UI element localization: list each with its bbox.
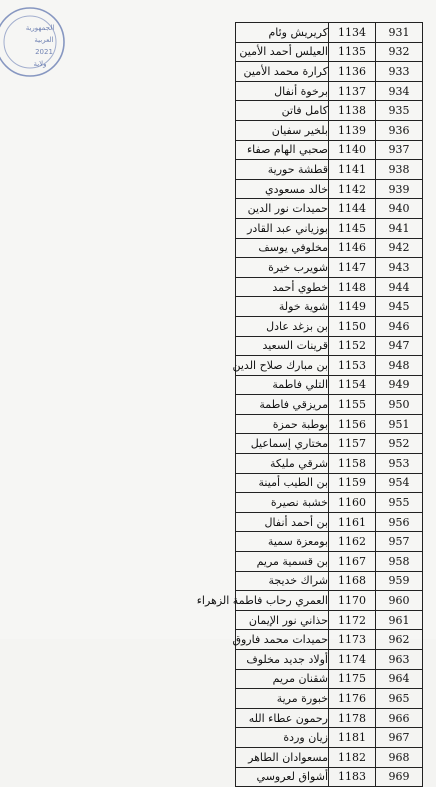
rank-number-cell: 947 [376, 336, 423, 356]
table-row [236, 610, 423, 630]
candidate-code-cell: 1155 [329, 395, 376, 415]
rank-number-cell: 944 [376, 277, 423, 297]
rank-number-cell: 957 [376, 532, 423, 552]
table-row [236, 42, 423, 62]
candidate-name-cell: زيان وردة [236, 728, 329, 748]
rank-number-cell: 956 [376, 512, 423, 532]
candidate-code-cell: 1144 [329, 199, 376, 219]
blank-margin [0, 90, 230, 630]
table-row [236, 140, 423, 160]
candidate-name-cell: مختاري إسماعيل [236, 434, 329, 454]
rank-number-cell: 931 [376, 23, 423, 43]
candidate-name-cell: التلي فاطمة [236, 375, 329, 395]
table-row [236, 493, 423, 513]
candidate-name-cell: خالد مسعودي [236, 179, 329, 199]
candidate-name-cell: شرقي مليكة [236, 454, 329, 474]
table-row [236, 532, 423, 552]
table-row [236, 591, 423, 611]
table-row [236, 297, 423, 317]
table-row [236, 552, 423, 572]
candidate-name-cell: بلخير سفيان [236, 120, 329, 140]
candidate-name-cell: حميدات نور الدين [236, 199, 329, 219]
rank-number-cell: 951 [376, 414, 423, 434]
table-row [236, 669, 423, 689]
candidate-name-cell: شقنان مريم [236, 669, 329, 689]
table-row [236, 473, 423, 493]
table-row [236, 258, 423, 278]
table-row [236, 316, 423, 336]
candidate-code-cell: 1162 [329, 532, 376, 552]
table-row [236, 728, 423, 748]
candidate-code-cell: 1161 [329, 512, 376, 532]
candidate-code-cell: 1178 [329, 708, 376, 728]
candidate-code-cell: 1149 [329, 297, 376, 317]
rank-number-cell: 969 [376, 767, 423, 787]
stamp-text-line: الجمهورية [25, 24, 55, 32]
rank-number-cell: 932 [376, 42, 423, 62]
candidate-code-cell: 1167 [329, 552, 376, 572]
candidate-code-cell: 1142 [329, 179, 376, 199]
table-row [236, 120, 423, 140]
rank-number-cell: 952 [376, 434, 423, 454]
candidate-code-cell: 1173 [329, 630, 376, 650]
rank-number-cell: 941 [376, 218, 423, 238]
rank-number-cell: 960 [376, 591, 423, 611]
candidate-name-cell: بن قسمية مريم [236, 552, 329, 572]
table-row [236, 767, 423, 787]
candidate-name-cell: شراك خديجة [236, 571, 329, 591]
table-row [236, 62, 423, 82]
candidate-code-cell: 1135 [329, 42, 376, 62]
rank-number-cell: 946 [376, 316, 423, 336]
rank-number-cell: 959 [376, 571, 423, 591]
candidate-code-cell: 1172 [329, 610, 376, 630]
table-row [236, 238, 423, 258]
rank-number-cell: 958 [376, 552, 423, 572]
table-row [236, 708, 423, 728]
candidate-name-cell: بوزياني عبد القادر [236, 218, 329, 238]
stamp-text-line: العربية [34, 36, 54, 44]
candidate-name-cell: كامل فاتن [236, 101, 329, 121]
candidate-name-cell: بومعزة سمية [236, 532, 329, 552]
rank-number-cell: 942 [376, 238, 423, 258]
rank-number-cell: 937 [376, 140, 423, 160]
rank-number-cell: 949 [376, 375, 423, 395]
rank-number-cell: 966 [376, 708, 423, 728]
candidate-name-cell: بن مبارك صلاح الدين [236, 356, 329, 376]
rank-number-cell: 955 [376, 493, 423, 513]
table-row [236, 571, 423, 591]
rank-number-cell: 938 [376, 160, 423, 180]
rank-number-cell: 965 [376, 689, 423, 709]
candidate-code-cell: 1174 [329, 650, 376, 670]
candidate-name-cell: صحبي الهام صفاء [236, 140, 329, 160]
rank-number-cell: 936 [376, 120, 423, 140]
table-row [236, 336, 423, 356]
rank-number-cell: 964 [376, 669, 423, 689]
candidate-name-cell: كريريش وئام [236, 23, 329, 43]
candidate-name-cell: قطشة حورية [236, 160, 329, 180]
candidate-code-cell: 1181 [329, 728, 376, 748]
candidates-table [196, 22, 423, 787]
table-row [236, 630, 423, 650]
candidate-code-cell: 1160 [329, 493, 376, 513]
table-row [236, 395, 423, 415]
table-row [236, 81, 423, 101]
candidate-name-cell: شوية خولة [236, 297, 329, 317]
candidate-code-cell: 1159 [329, 473, 376, 493]
stamp-text-line: 2021 [35, 48, 53, 56]
candidate-name-cell: كرارة محمد الأمين [236, 62, 329, 82]
candidate-code-cell: 1182 [329, 747, 376, 767]
table-row [236, 218, 423, 238]
candidate-code-cell: 1145 [329, 218, 376, 238]
candidate-name-cell: مسعوادان الطاهر [236, 747, 329, 767]
candidate-code-cell: 1176 [329, 689, 376, 709]
rank-number-cell: 948 [376, 356, 423, 376]
candidate-name-cell: أشواق لعروسي [236, 767, 329, 787]
candidate-name-cell: بن الطيب أمينة [236, 473, 329, 493]
candidate-name-cell: شويرب خيرة [236, 258, 329, 278]
table-row [236, 101, 423, 121]
candidate-code-cell: 1147 [329, 258, 376, 278]
table-row [236, 277, 423, 297]
table-row [236, 375, 423, 395]
table-row [236, 199, 423, 219]
candidate-name-cell: بن بزغد عادل [236, 316, 329, 336]
candidate-name-cell: خطوي أحمد [236, 277, 329, 297]
rank-number-cell: 945 [376, 297, 423, 317]
candidate-name-cell: العيلس أحمد الأمين [236, 42, 329, 62]
table-row [236, 434, 423, 454]
candidate-name-cell: رحمون عطاء الله [236, 708, 329, 728]
candidate-name-cell: خشبة نصيرة [236, 493, 329, 513]
candidate-code-cell: 1170 [329, 591, 376, 611]
table-row [236, 160, 423, 180]
candidate-code-cell: 1146 [329, 238, 376, 258]
table-row [236, 414, 423, 434]
candidate-name-cell: مريزقي فاطمة [236, 395, 329, 415]
candidate-name-cell: خبورة مرية [236, 689, 329, 709]
table-row [236, 747, 423, 767]
rank-number-cell: 933 [376, 62, 423, 82]
candidate-code-cell: 1137 [329, 81, 376, 101]
table-row [236, 512, 423, 532]
candidate-code-cell: 1168 [329, 571, 376, 591]
candidate-code-cell: 1175 [329, 669, 376, 689]
candidate-code-cell: 1139 [329, 120, 376, 140]
candidate-code-cell: 1148 [329, 277, 376, 297]
candidate-code-cell: 1157 [329, 434, 376, 454]
table-row [236, 356, 423, 376]
candidate-code-cell: 1138 [329, 101, 376, 121]
candidate-code-cell: 1158 [329, 454, 376, 474]
official-stamp [0, 0, 72, 80]
candidate-code-cell: 1183 [329, 767, 376, 787]
rank-number-cell: 939 [376, 179, 423, 199]
rank-number-cell: 954 [376, 473, 423, 493]
candidate-code-cell: 1152 [329, 336, 376, 356]
table-row [236, 650, 423, 670]
rank-number-cell: 950 [376, 395, 423, 415]
candidate-code-cell: 1141 [329, 160, 376, 180]
candidate-code-cell: 1134 [329, 23, 376, 43]
rank-number-cell: 953 [376, 454, 423, 474]
rank-number-cell: 967 [376, 728, 423, 748]
rank-number-cell: 963 [376, 650, 423, 670]
rank-number-cell: 968 [376, 747, 423, 767]
table-row [236, 454, 423, 474]
candidate-name-cell: حذاني نور الإيمان [236, 610, 329, 630]
table-row [236, 689, 423, 709]
stamp-text-line: ولاية [33, 60, 47, 68]
candidate-name-cell: العمري رحاب فاطمة الزهراء [236, 591, 329, 611]
rank-number-cell: 962 [376, 630, 423, 650]
candidate-name-cell: قرينات السعيد [236, 336, 329, 356]
rank-number-cell: 934 [376, 81, 423, 101]
candidate-code-cell: 1154 [329, 375, 376, 395]
candidate-name-cell: بن أحمد أنفال [236, 512, 329, 532]
candidate-code-cell: 1156 [329, 414, 376, 434]
rank-number-cell: 940 [376, 199, 423, 219]
candidate-name-cell: برخوة أنفال [236, 81, 329, 101]
table-row [236, 23, 423, 43]
rank-number-cell: 943 [376, 258, 423, 278]
candidate-code-cell: 1136 [329, 62, 376, 82]
candidate-code-cell: 1140 [329, 140, 376, 160]
candidate-code-cell: 1153 [329, 356, 376, 376]
candidate-name-cell: بوطبة حمزة [236, 414, 329, 434]
candidates-table-body [196, 23, 423, 787]
rank-number-cell: 961 [376, 610, 423, 630]
rank-number-cell: 935 [376, 101, 423, 121]
candidate-name-cell: مخلوفي يوسف [236, 238, 329, 258]
candidate-code-cell: 1150 [329, 316, 376, 336]
table-row [236, 179, 423, 199]
candidate-name-cell: أولاد جديد مخلوف [236, 650, 329, 670]
candidate-name-cell: حميدات محمد فاروق [236, 630, 329, 650]
